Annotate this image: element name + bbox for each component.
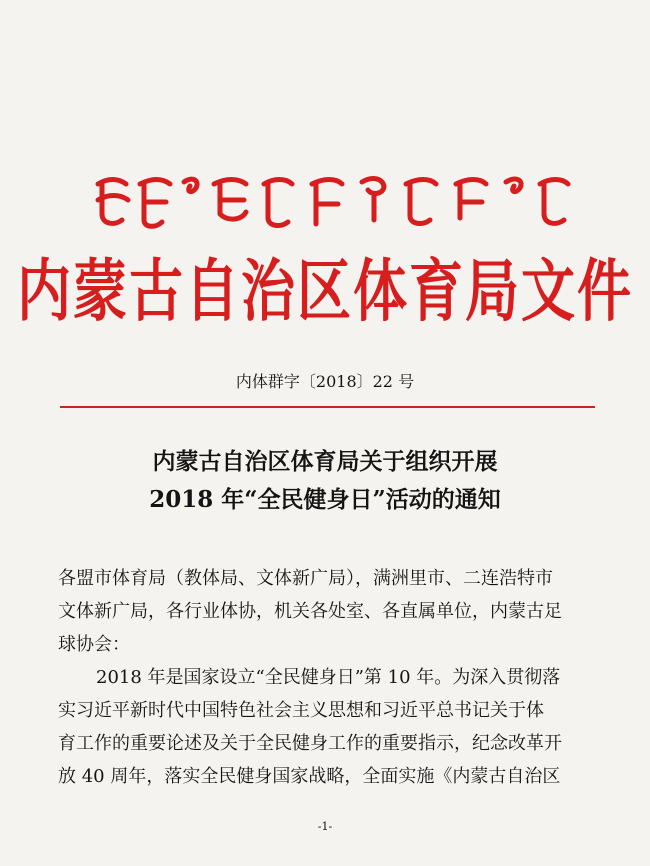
red-divider-rule xyxy=(60,406,595,408)
body-line: 2018 年是国家设立“全民健身日”第 10 年。为深入贯彻落 xyxy=(96,667,561,688)
notice-title-line-2: 2018 年“全民健身日”活动的通知 xyxy=(149,486,501,513)
document-number: 内体群字〔2018〕22 号 xyxy=(235,372,415,391)
body-line: 各盟市体育局（教体局、文体新广局），满洲里市、二连浩特市 xyxy=(58,568,553,589)
body-line: 实习近平新时代中国特色社会主义思想和习近平总书记关于体 xyxy=(58,700,544,721)
notice-title-line-1: 内蒙古自治区体育局关于组织开展 xyxy=(152,448,498,475)
body-line: 育工作的重要论述及关于全民健身工作的重要指示，纪念改革开 xyxy=(58,733,562,754)
body-line: 放 40 周年，落实全民健身国家战略，全面实施《内蒙古自治区 xyxy=(58,766,561,787)
body-line: 球协会： xyxy=(58,634,130,655)
page-number: -1- xyxy=(317,820,333,833)
mongolian-script-logo xyxy=(92,170,572,240)
body-line: 文体新广局，各行业体协，机关各处室、各直属单位，内蒙古足 xyxy=(58,601,562,622)
issuing-authority-title: 内蒙古自治区体育局文件 xyxy=(17,251,633,331)
